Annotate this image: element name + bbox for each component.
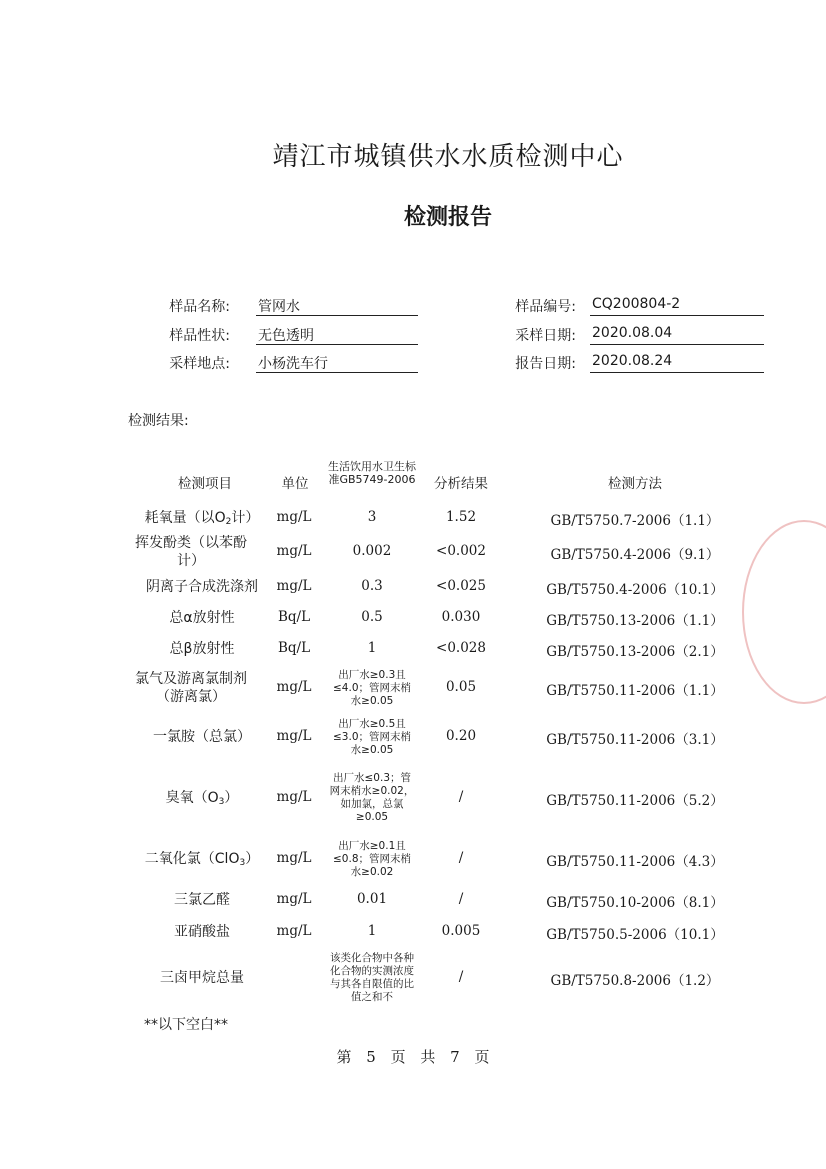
row-result: 0.20 bbox=[445, 728, 477, 744]
row-method: GB/T5750.8-2006（1.2） bbox=[550, 973, 720, 989]
row-result: 1.52 bbox=[445, 509, 477, 525]
header-result: 分析结果 bbox=[434, 476, 488, 492]
header-unit: 单位 bbox=[281, 476, 309, 492]
header-method: 检测方法 bbox=[608, 476, 662, 492]
row-method: GB/T5750.4-2006（10.1） bbox=[546, 582, 724, 598]
row-limit: 1 bbox=[367, 640, 377, 656]
row-method: GB/T5750.5-2006（10.1） bbox=[546, 927, 724, 943]
sampling-site-value: 小杨洗车行 bbox=[256, 353, 418, 373]
sample-state-label: 样品性状: bbox=[169, 328, 230, 344]
results-heading: 检测结果: bbox=[128, 413, 189, 429]
row-item bbox=[122, 850, 282, 872]
row-method: GB/T5750.11-2006（3.1） bbox=[546, 732, 724, 748]
row-result: <0.002 bbox=[436, 543, 486, 559]
row-limit: 0.01 bbox=[356, 891, 388, 907]
row-unit: mg/L bbox=[276, 509, 312, 525]
row-unit: Bq/L bbox=[277, 640, 311, 656]
row-limit: 0.002 bbox=[352, 543, 392, 559]
row-result: <0.025 bbox=[436, 578, 486, 594]
organization-title: 靖江市城镇供水水质检测中心 bbox=[272, 142, 624, 172]
sample-name-value: 管网水 bbox=[256, 296, 418, 316]
report-date-label: 报告日期: bbox=[515, 356, 576, 372]
row-item-text: 臭氧（O bbox=[165, 790, 219, 806]
report-title: 检测报告 bbox=[403, 205, 492, 230]
sampling-date-label: 采样日期: bbox=[515, 328, 576, 344]
row-item-subscript: 3 bbox=[239, 858, 246, 868]
row-item: 阴离子合成洗涤剂 bbox=[146, 579, 258, 595]
row-limit: 出厂水≥0.5且≤3.0；管网末梢水≥0.05 bbox=[333, 717, 411, 756]
row-item: 三氯乙醛 bbox=[174, 892, 230, 908]
row-result: 0.005 bbox=[441, 923, 481, 939]
header-item: 检测项目 bbox=[178, 476, 232, 492]
row-limit: 出厂水≤0.3；管网末梢水≥0.02，如加氯，总氯≥0.05 bbox=[329, 772, 415, 823]
row-limit: 3 bbox=[367, 509, 377, 525]
row-item bbox=[122, 509, 282, 531]
row-unit: mg/L bbox=[276, 578, 312, 594]
end-note: **以下空白** bbox=[144, 1017, 228, 1033]
row-item: 一氯胺（总氯） bbox=[153, 729, 251, 745]
info-row-sampling-site bbox=[0, 353, 826, 377]
row-item bbox=[122, 789, 282, 811]
row-item: 氯气及游离氯制剂（游离氯） bbox=[135, 671, 247, 705]
row-item-text-end: ） bbox=[245, 851, 260, 867]
row-result: / bbox=[458, 789, 464, 805]
row-unit: mg/L bbox=[276, 543, 312, 559]
row-method: GB/T5750.7-2006（1.1） bbox=[550, 513, 720, 529]
row-method: GB/T5750.10-2006（8.1） bbox=[546, 895, 724, 911]
seal-stamp bbox=[742, 520, 826, 704]
row-unit: mg/L bbox=[276, 850, 312, 866]
row-result: / bbox=[458, 850, 464, 866]
row-item: 总α放射性 bbox=[169, 610, 235, 626]
sampling-date-value: 2020.08.04 bbox=[590, 325, 764, 345]
row-result: 0.030 bbox=[441, 609, 481, 625]
row-item: 三卤甲烷总量 bbox=[160, 970, 244, 986]
row-result: <0.028 bbox=[436, 640, 486, 656]
row-item: 总β放射性 bbox=[169, 641, 235, 657]
row-method: GB/T5750.11-2006（1.1） bbox=[546, 683, 724, 699]
row-limit: 1 bbox=[367, 923, 377, 939]
row-method: GB/T5750.11-2006（4.3） bbox=[546, 854, 724, 870]
row-item-text-end: 计） bbox=[231, 510, 260, 526]
row-method: GB/T5750.13-2006（2.1） bbox=[546, 644, 724, 660]
info-row-sample-name bbox=[0, 296, 826, 320]
row-limit: 出厂水≥0.1且≤0.8；管网末梢水≥0.02 bbox=[333, 839, 411, 878]
row-method: GB/T5750.13-2006（1.1） bbox=[546, 613, 724, 629]
sample-no-value: CQ200804-2 bbox=[590, 296, 764, 316]
row-item: 挥发酚类（以苯酚计） bbox=[135, 535, 247, 569]
row-limit: 0.5 bbox=[361, 609, 383, 625]
info-row-sample-state bbox=[0, 325, 826, 349]
row-method: GB/T5750.11-2006（5.2） bbox=[546, 793, 724, 809]
sampling-site-label: 采样地点: bbox=[169, 356, 230, 372]
sample-state-value: 无色透明 bbox=[256, 325, 418, 345]
row-limit: 0.3 bbox=[361, 578, 383, 594]
row-method: GB/T5750.4-2006（9.1） bbox=[550, 547, 720, 563]
row-item-text: 耗氧量（以O bbox=[144, 510, 226, 526]
row-unit: mg/L bbox=[276, 789, 312, 805]
row-item-text-end: ） bbox=[224, 790, 239, 806]
row-unit: mg/L bbox=[276, 923, 312, 939]
sample-no-label: 样品编号: bbox=[515, 299, 576, 315]
row-limit: 该类化合物中各种化合物的实测浓度与其各自限值的比值之和不 bbox=[330, 952, 414, 1003]
row-item-subscript: 2 bbox=[225, 517, 232, 527]
report-date-value: 2020.08.24 bbox=[590, 353, 764, 373]
row-unit: mg/L bbox=[276, 679, 312, 695]
row-item-text: 二氧化氯（ClO bbox=[144, 851, 240, 867]
row-item: 亚硝酸盐 bbox=[174, 924, 230, 940]
row-result: / bbox=[458, 891, 464, 907]
header-limit: 生活饮用水卫生标准GB5749-2006 bbox=[328, 460, 416, 486]
sample-name-label: 样品名称: bbox=[169, 299, 230, 315]
row-unit: Bq/L bbox=[277, 609, 311, 625]
row-unit: mg/L bbox=[276, 891, 312, 907]
row-result: / bbox=[458, 969, 464, 985]
page-footer: 第 5 页 共 7 页 bbox=[336, 1048, 490, 1066]
row-unit: mg/L bbox=[276, 728, 312, 744]
row-item-subscript: 3 bbox=[218, 797, 225, 807]
row-result: 0.05 bbox=[445, 679, 477, 695]
row-limit: 出厂水≥0.3且≤4.0；管网末梢水≥0.05 bbox=[333, 668, 411, 707]
